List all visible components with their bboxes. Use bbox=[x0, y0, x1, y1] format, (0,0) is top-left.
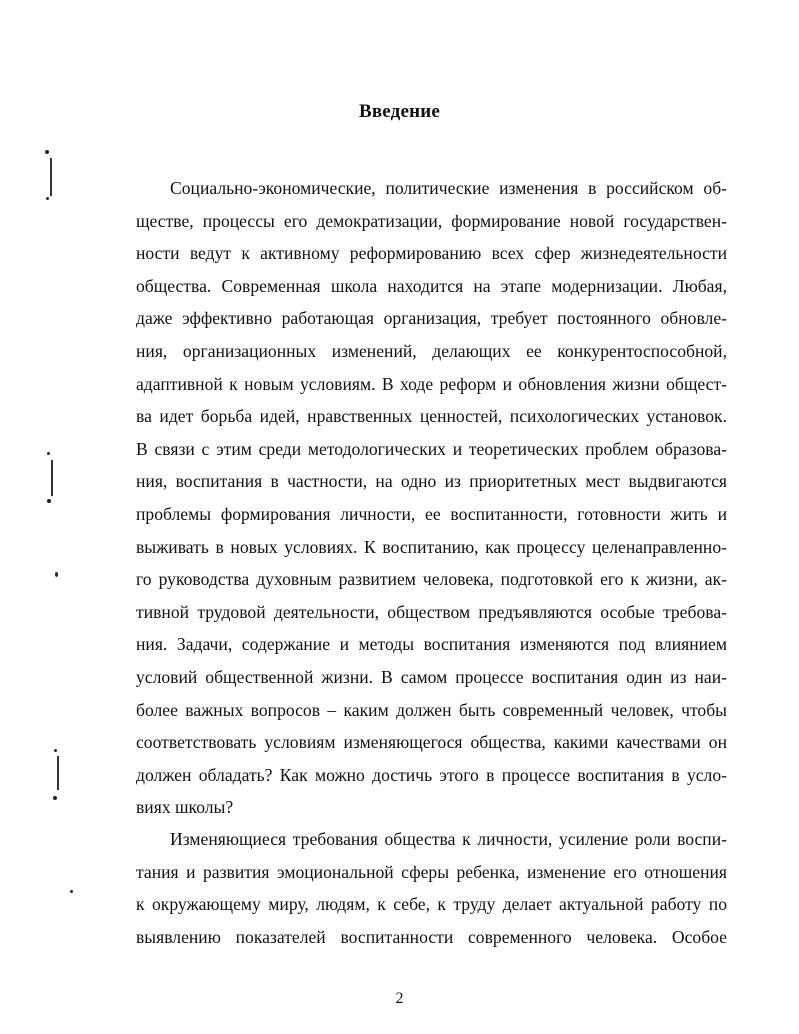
text-line: выживать в новых условиях. К воспитанию, как процессу целенаправленно- bbox=[136, 536, 727, 557]
text-line: к окружающему миру, людям, к себе, к труду делает актуальной работу по bbox=[136, 894, 727, 915]
text-line: ществе, процессы его демократизации, формирование новой государствен- bbox=[136, 210, 727, 231]
scan-mark bbox=[53, 796, 57, 800]
paragraph-2 bbox=[136, 823, 727, 953]
scan-mark bbox=[50, 158, 52, 196]
scan-mark bbox=[45, 150, 49, 154]
scan-mark bbox=[46, 197, 49, 200]
scan-mark bbox=[47, 499, 51, 503]
scan-mark bbox=[70, 890, 73, 893]
text-line: ния. Задачи, содержание и методы воспитания изменяются под влиянием bbox=[136, 634, 727, 655]
text-line: ности ведут к активному реформированию всех сфер жизнедеятельности bbox=[136, 243, 727, 264]
scan-mark bbox=[47, 452, 50, 455]
scan-mark bbox=[55, 572, 58, 577]
text-line: ва идет борьба идей, нравственных ценностей, психологических установок. bbox=[136, 406, 727, 427]
text-line: выявлению показателей воспитанности современного человека. Особое bbox=[136, 926, 727, 947]
scan-mark bbox=[51, 460, 53, 496]
text-line: виях школы? bbox=[136, 797, 234, 818]
text-line: тивной трудовой деятельности, обществом предъявляются особые требова- bbox=[136, 601, 727, 622]
scan-mark bbox=[57, 756, 59, 790]
text-line: более важных вопросов – каким должен быть современный человек, чтобы bbox=[136, 699, 727, 720]
page-title: Введение bbox=[358, 101, 441, 122]
text-line: условий общественной жизни. В самом процессе воспитания один из наи- bbox=[136, 666, 727, 687]
text-line: ния, организационных изменений, делающих ее конкурентоспособной, bbox=[136, 340, 727, 361]
text-line: даже эффективно работающая организация, требует постоянного обновле- bbox=[136, 308, 727, 329]
text-line: тания и развития эмоциональной сферы ребенка, изменение его отношения bbox=[136, 861, 727, 882]
text-line: соответствовать условиям изменяющегося общества, какими качествами он bbox=[136, 732, 727, 753]
text-line: проблемы формирования личности, ее воспитанности, готовности жить и bbox=[136, 503, 727, 524]
page-number: 2 bbox=[395, 990, 404, 1007]
text-line: го руководства духовным развитием человека, подготовкой его к жизни, ак- bbox=[136, 569, 727, 590]
text-line: должен обладать? Как можно достичь этого в процессе воспитания в усло- bbox=[136, 764, 727, 785]
text-line: адаптивной к новым условиям. В ходе реформ и обновления жизни общест- bbox=[136, 373, 727, 394]
text-line: Изменяющиеся требования общества к личности, усиление роли воспи- bbox=[170, 829, 727, 849]
text-line: Социально-экономические, политические изменения в российском об- bbox=[170, 178, 727, 198]
text-line: В связи с этим среди методологических и теоретических проблем образова- bbox=[136, 438, 727, 459]
text-line: общества. Современная школа находится на этапе модернизации. Любая, bbox=[136, 275, 727, 296]
paragraph-1 bbox=[136, 172, 727, 824]
scan-mark bbox=[54, 749, 57, 752]
text-line: ния, воспитания в частности, на одно из приоритетных мест выдвигаются bbox=[136, 471, 727, 492]
